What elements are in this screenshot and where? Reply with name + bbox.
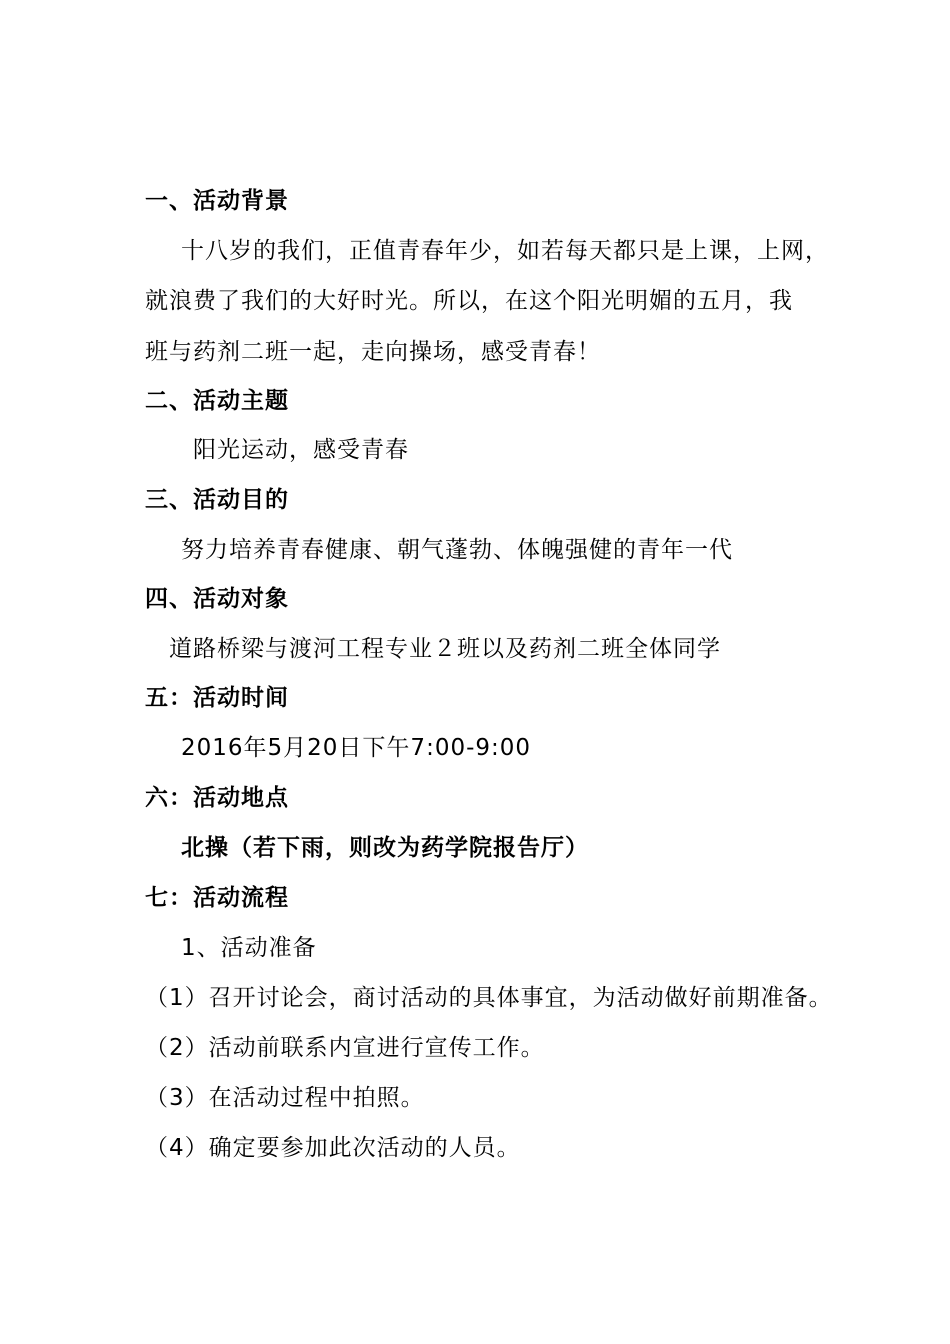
process-list-item: （3）在活动过程中拍照。 [145,1085,425,1111]
section-heading-process: 七：活动流程 [145,885,289,911]
process-subheading: 1、活动准备 [181,935,317,961]
purpose-text: 努力培养青春健康、朝气蓬勃、体魄强健的青年一代 [181,537,733,563]
process-list-item: （2）活动前联系内宣进行宣传工作。 [145,1035,545,1061]
time-text: 2016年5月20日下午7:00-9:00 [181,735,532,761]
section-heading-location: 六：活动地点 [145,785,289,811]
background-paragraph-line: 就浪费了我们的大好时光。所以，在这个阳光明媚的五月，我 [145,288,793,314]
location-text: 北操（若下雨，则改为药学院报告厅） [181,835,589,861]
theme-text: 阳光运动，感受青春 [193,437,409,463]
section-heading-background: 一、活动背景 [145,188,289,214]
section-heading-purpose: 三、活动目的 [145,487,289,513]
section-heading-target: 四、活动对象 [145,586,289,612]
target-text: 道路桥梁与渡河工程专业２班以及药剂二班全体同学 [169,636,721,662]
process-list-item: （4）确定要参加此次活动的人员。 [145,1135,521,1161]
section-heading-time: 五：活动时间 [145,685,289,711]
background-paragraph-line: 班与药剂二班一起，走向操场，感受青春！ [145,339,601,365]
process-list-item: （1）召开讨论会，商讨活动的具体事宜，为活动做好前期准备。 [145,985,833,1011]
background-paragraph-line: 十八岁的我们，正值青春年少，如若每天都只是上课，上网， [181,238,829,264]
section-heading-theme: 二、活动主题 [145,388,289,414]
